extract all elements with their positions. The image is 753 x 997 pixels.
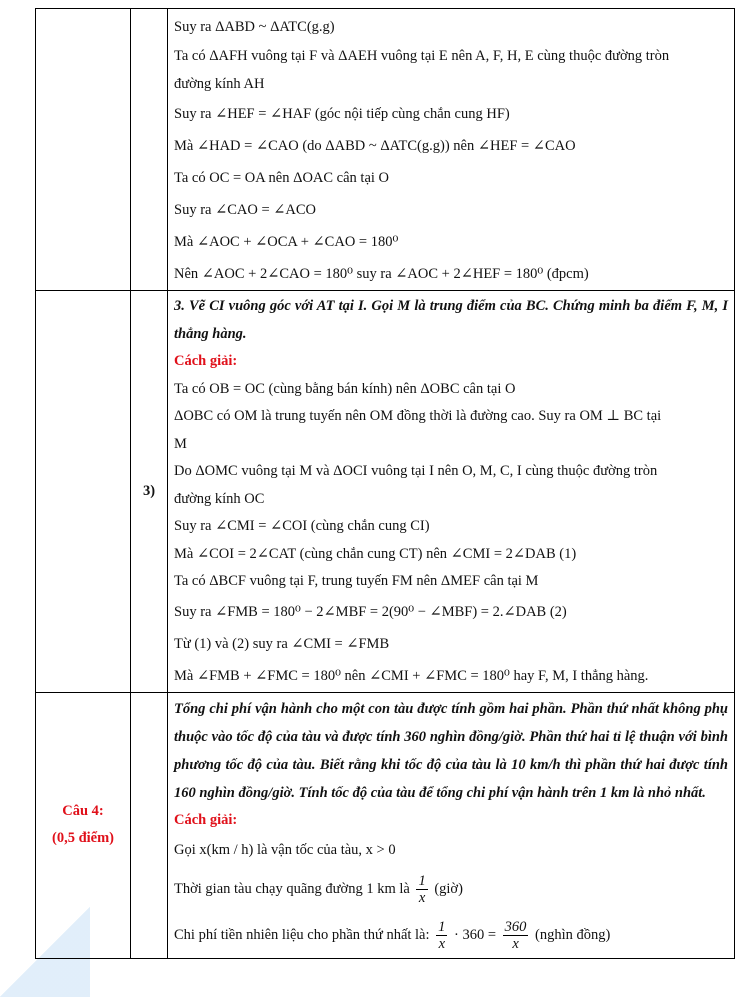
- content-cell-part2: [168, 9, 735, 291]
- text-line: Mà ∠FMB + ∠FMC = 180⁰ nên ∠CMI + ∠FMC = 180⁰ hay F, M, I thẳng hàng.: [174, 667, 649, 684]
- text-line: Gọi x(km / h) là vận tốc của tàu, x > 0: [174, 842, 396, 858]
- text-line: Ta có ΔBCF vuông tại F, trung tuyến FM nên ΔMEF cân tại M: [174, 573, 539, 589]
- line-middle: · 360 =: [454, 927, 497, 943]
- fraction-numerator: 1: [438, 919, 446, 936]
- solution-heading: Cách giải:: [174, 811, 238, 828]
- question-label: Câu 4:: [62, 803, 104, 820]
- text-line-with-fraction: [174, 866, 728, 912]
- text-line: Nên ∠AOC + 2∠CAO = 180⁰ suy ra ∠AOC + 2∠HEF = 180⁰ (đpcm): [174, 266, 589, 282]
- fraction-numerator: 1: [418, 873, 426, 890]
- text-line: Suy ra ∠HEF = ∠HAF (góc nội tiếp cùng chắn cung HF): [174, 106, 510, 122]
- text-line: Ta có OC = OA nên ΔOAC cân tại O: [174, 170, 390, 186]
- question-cell-empty: [36, 291, 131, 693]
- part-cell-empty: [131, 692, 168, 959]
- part-number-label: 3): [142, 483, 156, 500]
- fraction: [416, 873, 427, 906]
- text-line: Suy ra ∠CMI = ∠COI (cùng chắn cung CI): [174, 518, 430, 534]
- fraction-denominator: x: [418, 890, 426, 907]
- content-cell-part3: [168, 291, 735, 693]
- fraction: [503, 919, 529, 952]
- question-cell-empty: [36, 9, 131, 291]
- fraction-numerator: 360: [504, 919, 527, 936]
- content-cell-question4: [168, 692, 735, 959]
- text-line: Suy ra ∠CAO = ∠ACO: [174, 202, 317, 218]
- line-suffix: (nghìn đồng): [535, 927, 611, 943]
- fraction-denominator: x: [438, 936, 445, 953]
- text-line: Mà ∠HAD = ∠CAO (do ΔABD ~ ΔATC(g.g)) nên ∠HEF = ∠CAO: [174, 138, 576, 154]
- table-row-question4: [36, 692, 735, 959]
- table-row-part2-continuation: [36, 9, 735, 291]
- text-line: Ta có ΔAFH vuông tại F và ΔAEH vuông tại E nên A, F, H, E cùng thuộc đường tròn: [174, 48, 670, 64]
- fraction: [436, 919, 447, 952]
- text-line: Ta có OB = OC (cùng bằng bán kính) nên ΔOBC cân tại O: [174, 380, 516, 397]
- text-line: M: [174, 435, 187, 452]
- text-line: Suy ra ΔABD ~ ΔATC(g.g): [174, 19, 335, 35]
- problem-statement: Tổng chi phí vận hành cho một con tàu được tính gồm hai phần. Phần thứ nhất không phụ thuộc vào tốc độ của tàu và được tính 360 nghìn đồng/giờ. Phần thứ hai tỉ lệ thuận với bình phương tốc độ của tàu. Biết rằng khi tốc độ của tàu là 10 km/h thì phần thứ hai được tính 160 nghìn đồng/giờ. Tính tốc độ của tàu để tổng chi phí vận hành trên 1 km là nhỏ nhất.: [174, 700, 728, 801]
- solution-table: [35, 8, 735, 959]
- line-text: Thời gian tàu chạy quãng đường 1 km là: [174, 881, 410, 897]
- text-line: đường kính AH: [174, 75, 265, 92]
- text-line: Do ΔOMC vuông tại M và ΔOCI vuông tại I nên O, M, C, I cùng thuộc đường tròn: [174, 463, 658, 479]
- line-suffix: (giờ): [434, 881, 463, 897]
- table-row-part3: [36, 291, 735, 693]
- problem-statement: 3. Vẽ CI vuông góc với AT tại I. Gọi M là trung điểm của BC. Chứng minh ba điểm F, M, I thẳng hàng.: [174, 298, 728, 342]
- text-line-with-fraction: [174, 912, 728, 958]
- question-points: (0,5 điểm): [51, 830, 114, 847]
- text-line: Suy ra ∠FMB = 180⁰ − 2∠MBF = 2(90⁰ − ∠MBF) = 2.∠DAB (2): [174, 603, 567, 620]
- text-line: Mà ∠COI = 2∠CAT (cùng chắn cung CT) nên ∠CMI = 2∠DAB (1): [174, 545, 577, 562]
- question-label-cell: [36, 692, 131, 959]
- text-line: Mà ∠AOC + ∠OCA + ∠CAO = 180⁰: [174, 234, 399, 250]
- solution-heading: Cách giải:: [174, 353, 238, 369]
- fraction-denominator: x: [512, 936, 519, 953]
- text-line: ΔOBC có OM là trung tuyến nên OM đồng thời là đường cao. Suy ra OM ⊥ BC tại: [174, 408, 662, 424]
- text-line: Từ (1) và (2) suy ra ∠CMI = ∠FMB: [174, 635, 390, 652]
- text-line: đường kính OC: [174, 490, 265, 507]
- part-number-cell: [131, 291, 168, 693]
- line-text: Chi phí tiền nhiên liệu cho phần thứ nhất là:: [174, 927, 430, 943]
- part-cell-empty: [131, 9, 168, 291]
